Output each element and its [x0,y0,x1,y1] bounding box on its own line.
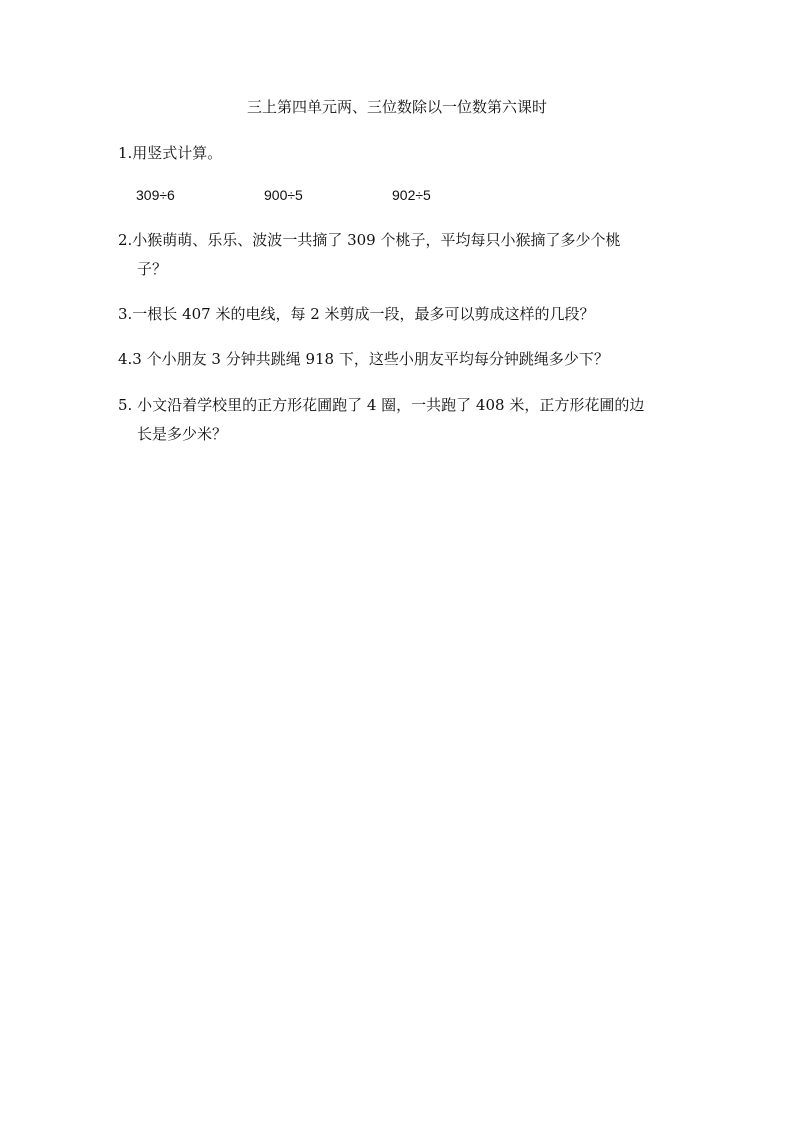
question-2-line-1: 2.小猴萌萌、乐乐、波波一共摘了 309 个桃子，平均每只小猴摘了多少个桃 [118,231,621,249]
question-4 [118,345,684,374]
expression-3: 902÷5 [392,187,431,203]
question-1-text: 1.用竖式计算。 [118,144,223,162]
question-2-line-2: 子？ [137,260,168,278]
question-5-line-1: 5. 小文沿着学校里的正方形花圃跑了 4 圈，一共跑了 408 米，正方形花圃的边 [118,396,645,414]
expression-2: 900÷5 [264,187,303,203]
expression-1: 309÷6 [136,187,175,203]
question-3-text: 3.一根长 407 米的电线，每 2 米剪成一段，最多可以剪成这样的几段？ [118,305,595,323]
question-5 [118,391,684,449]
question-4-text: 4.3 个小朋友 3 分钟共跳绳 918 下，这些小朋友平均每分钟跳绳多少下？ [118,350,609,368]
question-5-line-2: 长是多少米？ [137,425,228,443]
question-2 [118,226,684,284]
question-3 [118,300,684,329]
page-title: 三上第四单元两、三位数除以一位数第六课时 [246,98,547,116]
question-1 [118,139,684,168]
